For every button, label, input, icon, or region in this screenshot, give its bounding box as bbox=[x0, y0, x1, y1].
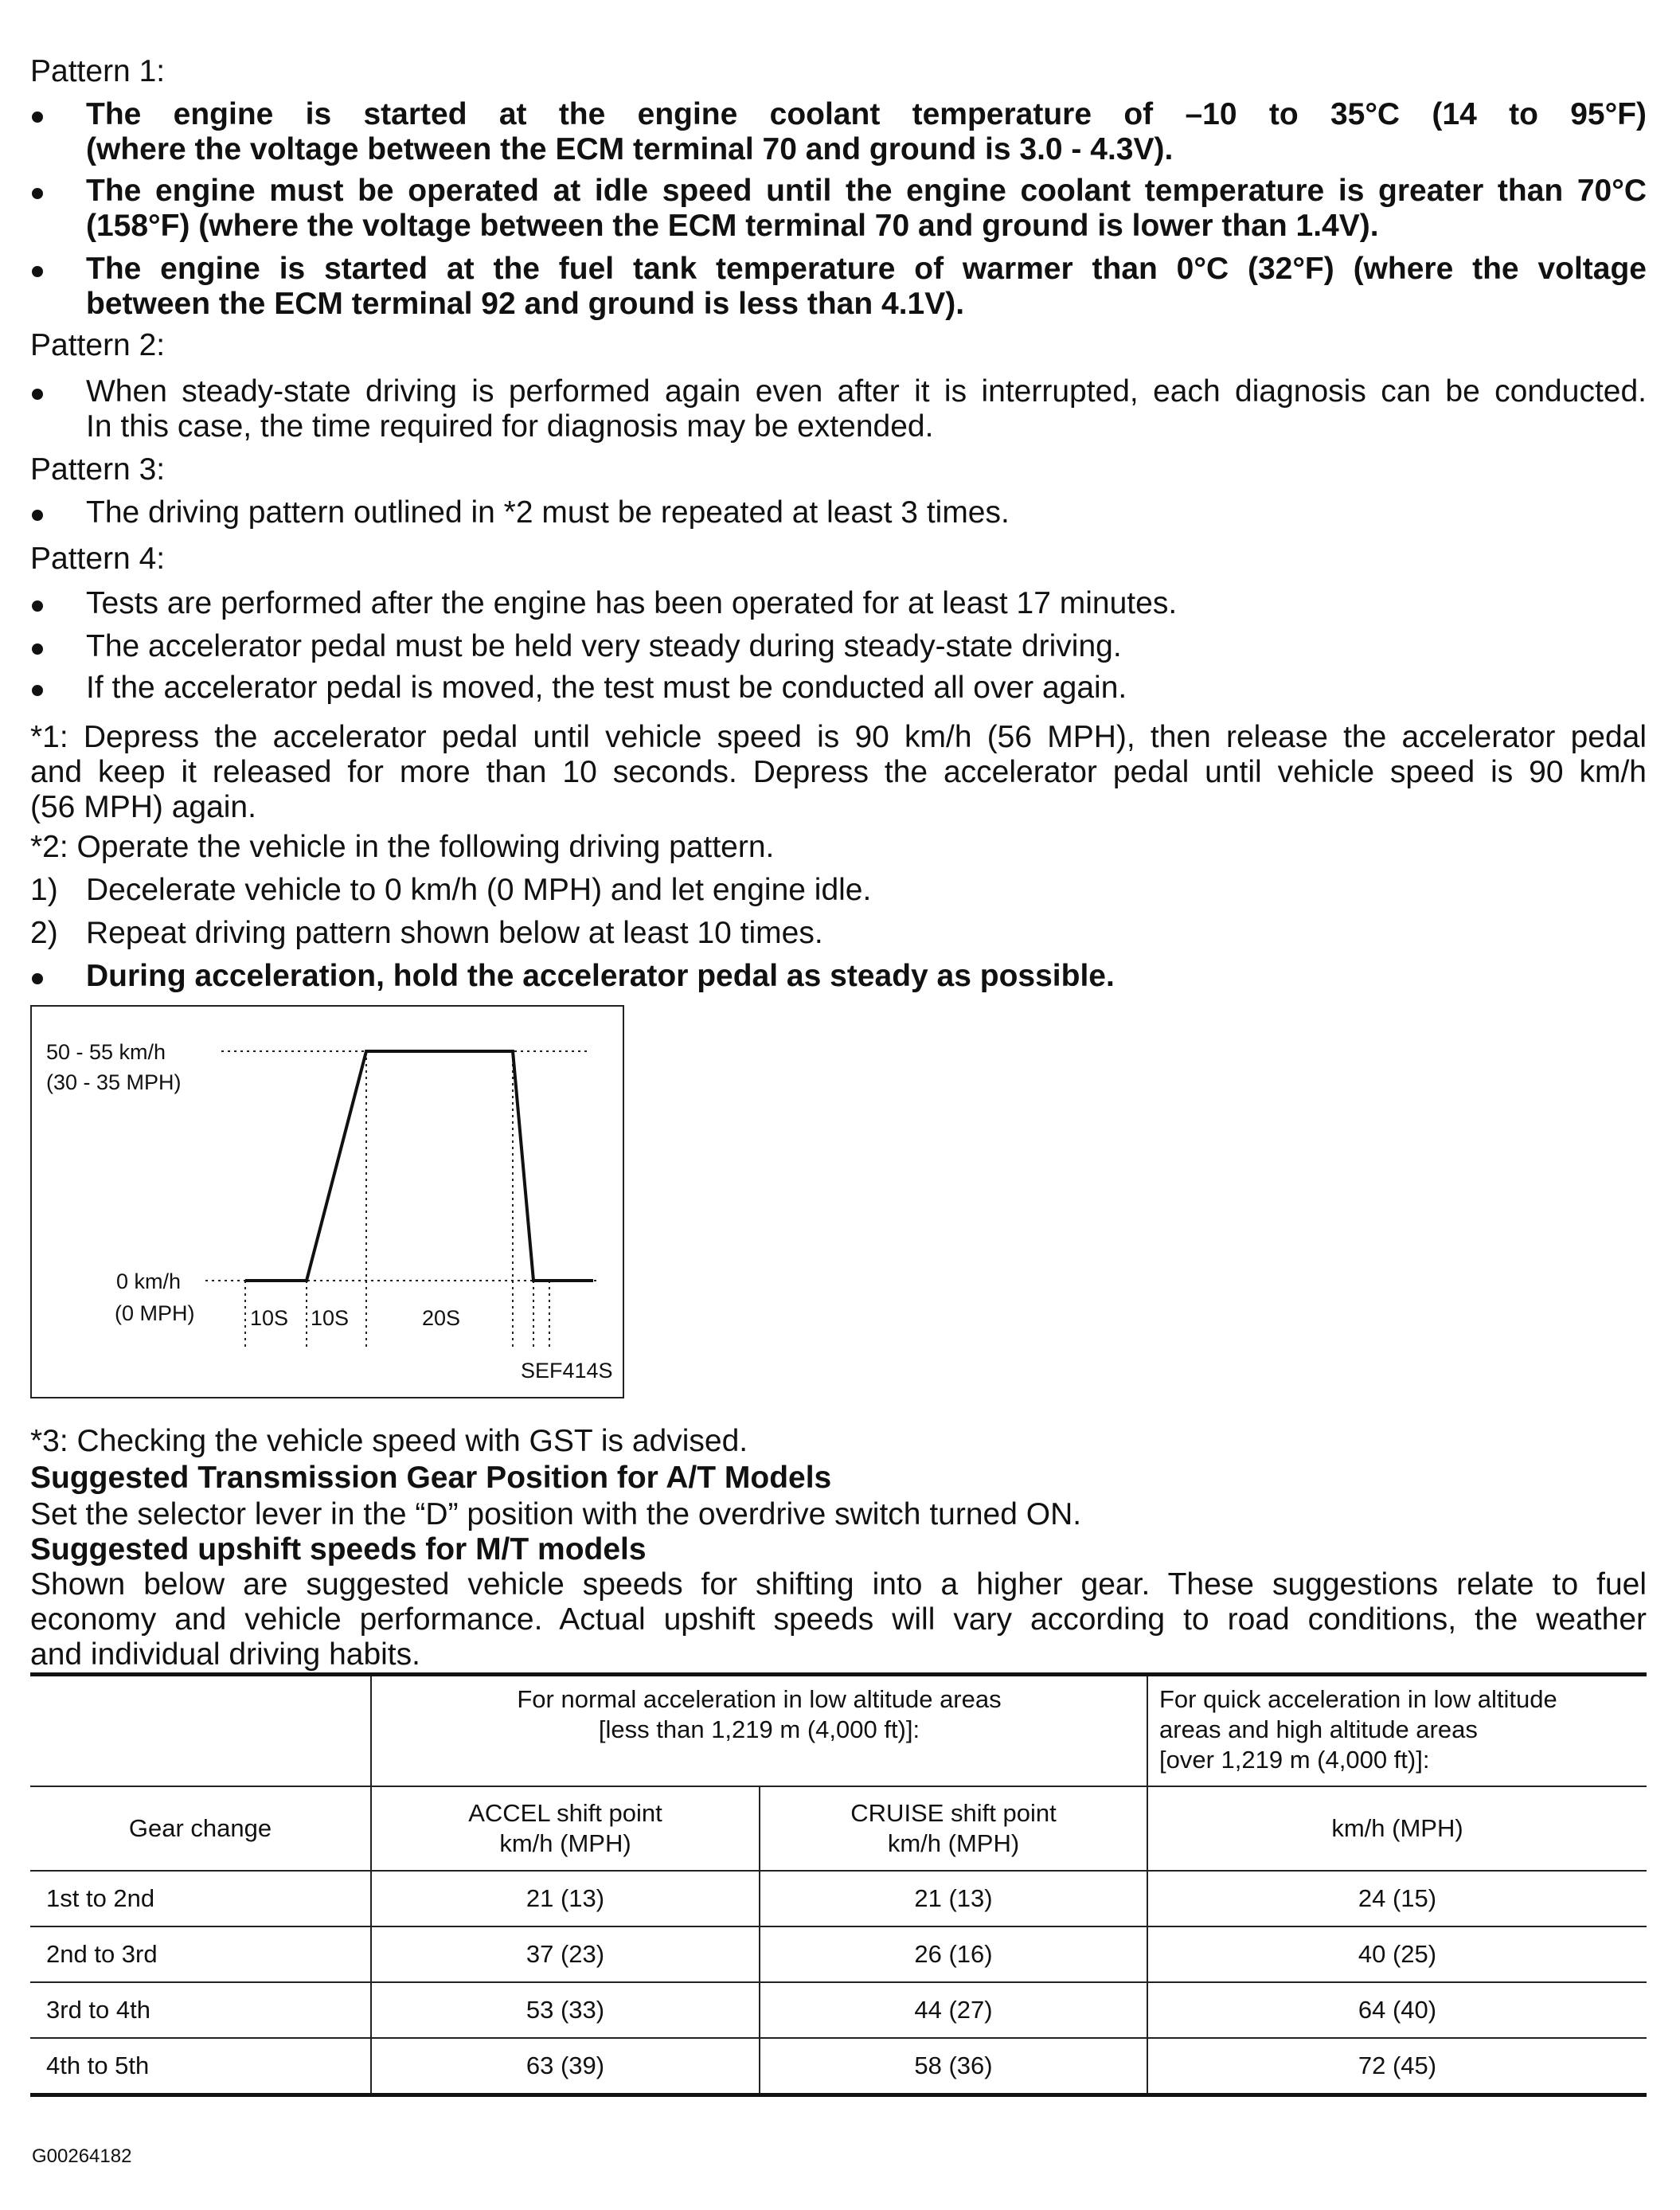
segment-label-1: 10S bbox=[250, 1306, 289, 1330]
speed-profile-line bbox=[245, 1051, 593, 1281]
quick-accel-header-line-3: [over 1,219 m (4,000 ft)]: bbox=[1159, 1746, 1430, 1774]
pattern-1-bullet-2-line-2: (158°F) (where the voltage between the ECM terminal 70 and ground is lower than 1.4V). bbox=[86, 209, 1379, 243]
upshift-speed-table bbox=[30, 1672, 1647, 2097]
step-2-text: Repeat driving pattern shown below at least 10 times. bbox=[86, 916, 823, 950]
note-1-line-1: *1: Depress the accelerator pedal until vehicle speed is 90 km/h (56 MPH), then release the accelerator pedal bbox=[30, 720, 1647, 754]
bullet-icon bbox=[32, 188, 43, 199]
pattern-4-title: Pattern 4: bbox=[30, 542, 166, 576]
bullet-icon bbox=[32, 389, 43, 400]
bullet-icon bbox=[32, 600, 43, 612]
quick-cell: 24 (15) bbox=[1147, 1871, 1647, 1926]
accel-cell: 37 (23) bbox=[371, 1926, 760, 1982]
quick-cell: 64 (40) bbox=[1147, 1982, 1647, 2038]
col-accel bbox=[371, 1786, 760, 1871]
mt-section-line-3: and individual driving habits. bbox=[30, 1637, 420, 1672]
col-quick: km/h (MPH) bbox=[1147, 1786, 1647, 1871]
pattern-1-title: Pattern 1: bbox=[30, 54, 166, 88]
col-gear-change: Gear change bbox=[30, 1786, 371, 1871]
driving-pattern-chart bbox=[30, 1005, 624, 1398]
table-row bbox=[30, 1871, 1647, 1926]
pattern-4-bullet-1: Tests are performed after the engine has been operated for at least 17 minutes. bbox=[86, 586, 1178, 620]
at-section-heading: Suggested Transmission Gear Position for A/T Models bbox=[30, 1461, 832, 1495]
step-1-text: Decelerate vehicle to 0 km/h (0 MPH) and let engine idle. bbox=[86, 873, 872, 907]
bullet-icon bbox=[32, 643, 43, 655]
quick-cell: 72 (45) bbox=[1147, 2038, 1647, 2095]
driving-pattern-svg bbox=[32, 1007, 623, 1397]
mt-section-heading: Suggested upshift speeds for M/T models bbox=[30, 1532, 647, 1567]
note-1-line-3: (56 MPH) again. bbox=[30, 790, 256, 824]
table-row bbox=[30, 1982, 1647, 2038]
y-label-high-mph: (30 - 35 MPH) bbox=[46, 1070, 182, 1094]
normal-accel-header bbox=[371, 1675, 1147, 1786]
pattern-2-bullet-line-1: When steady-state driving is performed again even after it is interrupted, each diagnosis can be conducted. bbox=[86, 374, 1647, 409]
y-label-low-kmh: 0 km/h bbox=[116, 1269, 182, 1293]
normal-accel-header-line-2: [less than 1,219 m (4,000 ft)]: bbox=[598, 1715, 920, 1743]
cruise-cell: 58 (36) bbox=[760, 2038, 1147, 2095]
acceleration-note: During acceleration, hold the accelerator pedal as steady as possible. bbox=[86, 959, 1115, 993]
pattern-1-bullet-1-line-2: (where the voltage between the ECM terminal 70 and ground is 3.0 - 4.3V). bbox=[86, 132, 1174, 166]
note-1-line-2: and keep it released for more than 10 seconds. Depress the accelerator pedal until vehicle speed is 90 km/h bbox=[30, 755, 1647, 789]
pattern-4-bullet-2: The accelerator pedal must be held very steady during steady-state driving. bbox=[86, 629, 1122, 663]
cruise-cell: 26 (16) bbox=[760, 1926, 1147, 1982]
y-label-low-mph: (0 MPH) bbox=[115, 1301, 195, 1325]
pattern-1-bullet-1-line-1: The engine is started at the engine coolant temperature of –10 to 35°C (14 to 95°F) bbox=[86, 97, 1647, 131]
footer-code: G00264182 bbox=[32, 2145, 132, 2167]
header-empty-cell bbox=[30, 1675, 371, 1786]
bullet-icon bbox=[32, 973, 43, 984]
segment-label-3: 20S bbox=[422, 1306, 461, 1330]
bullet-icon bbox=[32, 510, 43, 521]
gear-cell: 2nd to 3rd bbox=[30, 1926, 371, 1982]
quick-accel-header-line-1: For quick acceleration in low altitude bbox=[1159, 1685, 1557, 1713]
gear-cell: 3rd to 4th bbox=[30, 1982, 371, 2038]
col-accel-line-1: ACCEL shift point bbox=[468, 1798, 662, 1827]
accel-cell: 21 (13) bbox=[371, 1871, 760, 1926]
table-header-row-1 bbox=[30, 1675, 1647, 1786]
pattern-1-bullet-3-line-1: The engine is started at the fuel tank temperature of warmer than 0°C (32°F) (where the voltage bbox=[86, 252, 1647, 286]
mt-section-line-2: economy and vehicle performance. Actual upshift speeds will vary according to road conditions, the weather bbox=[30, 1602, 1647, 1637]
y-label-high-kmh: 50 - 55 km/h bbox=[46, 1040, 166, 1064]
pattern-1-bullet-2-line-1: The engine must be operated at idle speed until the engine coolant temperature is greater than 70°C bbox=[86, 174, 1647, 208]
bullet-icon bbox=[32, 266, 43, 277]
table-row bbox=[30, 2038, 1647, 2095]
at-section-text: Set the selector lever in the “D” position with the overdrive switch turned ON. bbox=[30, 1497, 1082, 1531]
segment-label-2: 10S bbox=[311, 1306, 350, 1330]
pattern-3-title: Pattern 3: bbox=[30, 452, 166, 487]
mt-section-line-1: Shown below are suggested vehicle speeds for shifting into a higher gear. These suggestions relate to fuel bbox=[30, 1567, 1647, 1602]
pattern-1-bullet-3-line-2: between the ECM terminal 92 and ground is less than 4.1V). bbox=[86, 287, 965, 321]
table-header-row-2 bbox=[30, 1786, 1647, 1871]
quick-accel-header-line-2: areas and high altitude areas bbox=[1159, 1715, 1478, 1743]
cruise-cell: 21 (13) bbox=[760, 1871, 1147, 1926]
accel-cell: 53 (33) bbox=[371, 1982, 760, 2038]
col-cruise-line-1: CRUISE shift point bbox=[850, 1798, 1057, 1827]
quick-cell: 40 (25) bbox=[1147, 1926, 1647, 1982]
pattern-2-bullet-line-2: In this case, the time required for diagnosis may be extended. bbox=[86, 409, 934, 444]
table-row bbox=[30, 1926, 1647, 1982]
col-cruise-line-2: km/h (MPH) bbox=[887, 1829, 1020, 1857]
bullet-icon bbox=[32, 111, 43, 123]
pattern-4-bullet-3: If the accelerator pedal is moved, the test must be conducted all over again. bbox=[86, 671, 1127, 705]
accel-cell: 63 (39) bbox=[371, 2038, 760, 2095]
step-2-number: 2) bbox=[30, 916, 58, 950]
figure-code: SEF414S bbox=[521, 1359, 613, 1383]
note-2-intro: *2: Operate the vehicle in the following driving pattern. bbox=[30, 830, 775, 864]
pattern-3-bullet: The driving pattern outlined in *2 must be repeated at least 3 times. bbox=[86, 495, 1010, 530]
bullet-icon bbox=[32, 685, 43, 696]
gear-cell: 4th to 5th bbox=[30, 2038, 371, 2095]
col-cruise bbox=[760, 1786, 1147, 1871]
cruise-cell: 44 (27) bbox=[760, 1982, 1147, 2038]
col-accel-line-2: km/h (MPH) bbox=[499, 1829, 631, 1857]
quick-accel-header bbox=[1147, 1675, 1647, 1786]
normal-accel-header-line-1: For normal acceleration in low altitude areas bbox=[517, 1685, 1002, 1713]
step-1-number: 1) bbox=[30, 873, 58, 907]
pattern-2-title: Pattern 2: bbox=[30, 328, 166, 362]
gear-cell: 1st to 2nd bbox=[30, 1871, 371, 1926]
note-3: *3: Checking the vehicle speed with GST is advised. bbox=[30, 1424, 748, 1458]
